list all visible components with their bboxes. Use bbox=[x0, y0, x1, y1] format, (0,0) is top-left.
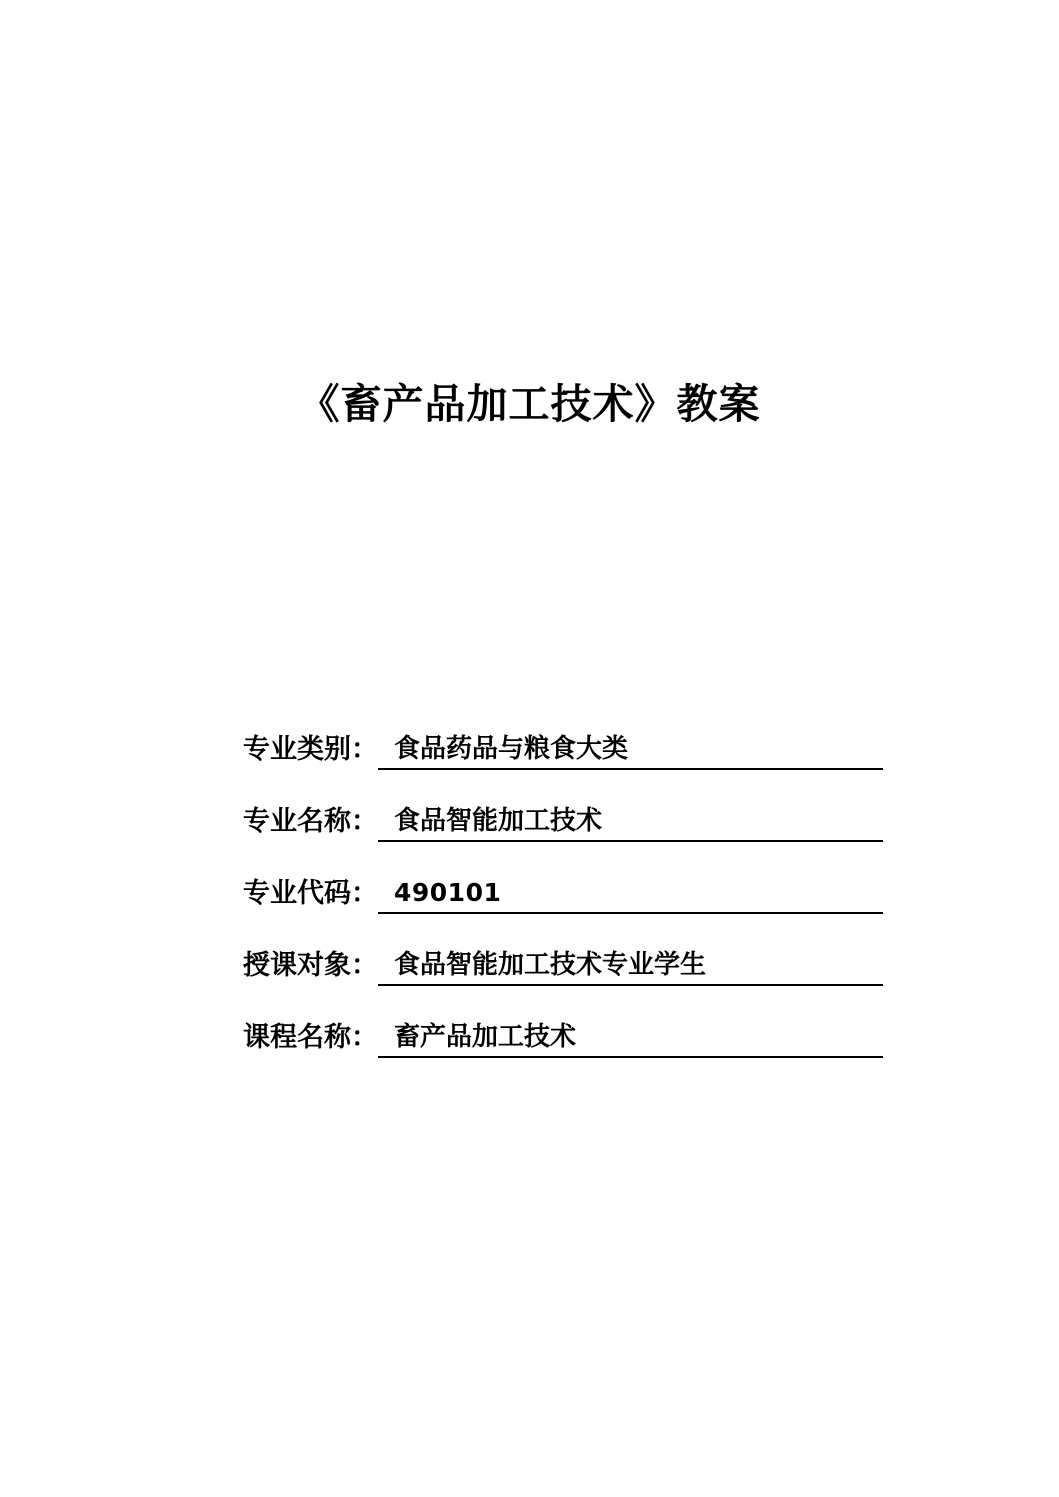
page-title: 《畜产品加工技术》教案 bbox=[298, 380, 761, 428]
field-row bbox=[243, 730, 883, 770]
field-label-major-code: 专业代码： bbox=[243, 878, 378, 909]
field-row bbox=[243, 1018, 883, 1058]
field-underline-major-category bbox=[378, 730, 883, 770]
field-underline-major-code bbox=[378, 874, 883, 914]
field-row bbox=[243, 874, 883, 914]
field-label-major-category: 专业类别： bbox=[243, 734, 378, 765]
field-row bbox=[243, 946, 883, 986]
cover-field-list bbox=[243, 730, 883, 1090]
field-label-course-name: 课程名称： bbox=[243, 1022, 378, 1053]
field-value-major-name: 食品智能加工技术 bbox=[394, 806, 603, 836]
field-underline-audience bbox=[378, 946, 883, 986]
field-value-major-category: 食品药品与粮食大类 bbox=[394, 734, 629, 764]
field-value-major-code: 490101 bbox=[394, 878, 502, 907]
field-label-audience: 授课对象： bbox=[243, 950, 378, 981]
field-label-major-name: 专业名称： bbox=[243, 806, 378, 837]
field-underline-course-name bbox=[378, 1018, 883, 1058]
field-underline-major-name bbox=[378, 802, 883, 842]
field-value-course-name: 畜产品加工技术 bbox=[394, 1022, 577, 1052]
field-row bbox=[243, 802, 883, 842]
field-value-audience: 食品智能加工技术专业学生 bbox=[394, 950, 707, 980]
